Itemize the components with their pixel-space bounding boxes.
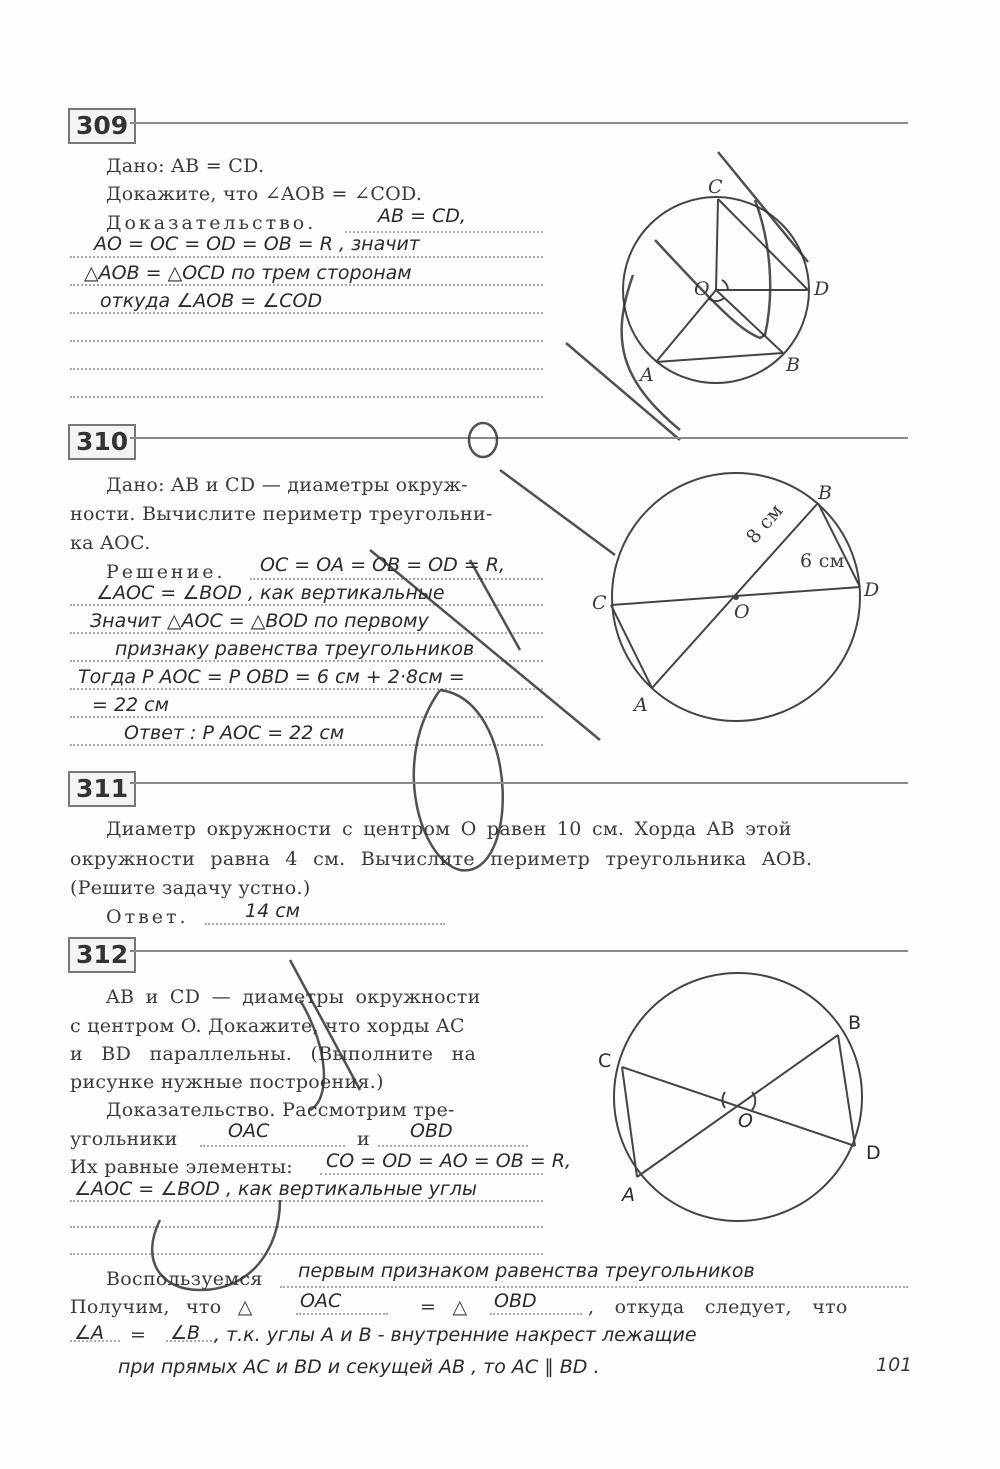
figure-310-label-d: D bbox=[864, 579, 880, 601]
figure-310-label-c: C bbox=[592, 592, 607, 614]
answer-line bbox=[205, 923, 445, 925]
figure-310-label-a: A bbox=[634, 694, 649, 716]
answer-line bbox=[70, 1226, 543, 1228]
answer-line bbox=[70, 312, 543, 314]
answer-line bbox=[378, 1145, 528, 1147]
answer-line bbox=[70, 688, 543, 690]
problem-311-line1: Диаметр окружности с центром O равен 10 см. Хорда AB этой bbox=[106, 818, 792, 840]
figure-312-label-a: A bbox=[622, 1184, 635, 1206]
result-suffix-312: , откуда следует, что bbox=[588, 1296, 848, 1318]
conclusion-eq-312: = bbox=[130, 1324, 147, 1346]
figure-309-label-c: C bbox=[708, 176, 723, 198]
figure-310-label-b: B bbox=[818, 482, 833, 504]
answer-line bbox=[200, 1145, 345, 1147]
answer-line bbox=[70, 604, 543, 606]
proof-label-312: Доказательство. Рассмотрим тре- bbox=[106, 1099, 455, 1121]
problem-number-309: 309 bbox=[68, 108, 136, 144]
problem-312-line2: с центром O. Докажите, что хорды AC bbox=[70, 1015, 465, 1037]
problem-310-line2: ности. Вычислите периметр треугольни- bbox=[70, 503, 493, 525]
triangles-prefix-312: угольники bbox=[70, 1128, 178, 1150]
handwritten-309-line4: откуда ∠AOB = ∠COD bbox=[100, 290, 323, 312]
problem-311-line2: окружности равна 4 см. Вычислите периметр треугольника AOB. bbox=[70, 848, 813, 870]
handwritten-312-use: первым признаком равенства треугольников bbox=[298, 1260, 755, 1282]
answer-line bbox=[490, 1313, 582, 1315]
handwritten-310-line6: = 22 см bbox=[92, 694, 169, 716]
handwritten-310-line2: ∠AOC = ∠BOD , как вертикальные bbox=[96, 582, 445, 604]
handwritten-310-line4: признаку равенства треугольников bbox=[115, 638, 475, 660]
result-eq-312: = △ bbox=[420, 1296, 468, 1318]
handwritten-309-line2: AO = OC = OD = OB = R , значит bbox=[94, 233, 420, 255]
problem-number-312: 312 bbox=[68, 937, 136, 973]
answer-line bbox=[70, 256, 543, 258]
handwritten-312-triangle2: OBD bbox=[410, 1120, 453, 1142]
section-divider-310 bbox=[130, 437, 908, 439]
answer-line bbox=[320, 1173, 543, 1175]
handwritten-310-answer: Ответ : P AOC = 22 см bbox=[124, 722, 345, 744]
answer-line bbox=[70, 1253, 543, 1255]
problem-310-line1: Дано: AB и CD — диаметры окруж- bbox=[106, 474, 468, 496]
handwritten-312-angle-b: ∠B bbox=[170, 1322, 201, 1344]
section-divider-312 bbox=[130, 950, 908, 952]
handwritten-312-line1: CO = OD = AO = OB = R, bbox=[326, 1150, 571, 1172]
problem-312-line1: AB и CD — диаметры окружности bbox=[106, 986, 481, 1008]
problem-number-311: 311 bbox=[68, 771, 136, 807]
handwritten-309-line1: AB = CD, bbox=[378, 205, 466, 227]
problem-311-line3: (Решите задачу устно.) bbox=[70, 877, 311, 899]
section-divider-311 bbox=[130, 782, 908, 784]
answer-line bbox=[280, 1286, 908, 1288]
handwritten-311-answer: 14 см bbox=[245, 900, 300, 922]
handwritten-312-result-t1: OAC bbox=[300, 1290, 342, 1312]
handwritten-312-line2: ∠AOC = ∠BOD , как вертикальные углы bbox=[74, 1178, 478, 1200]
problem-312-line3: и BD параллельны. (Выполните на bbox=[70, 1043, 477, 1065]
answer-line bbox=[70, 716, 543, 718]
figure-309-label-b: B bbox=[786, 354, 801, 376]
figure-309-label-o: O bbox=[694, 278, 710, 300]
answer-line bbox=[70, 396, 543, 398]
and-word-312: и bbox=[357, 1128, 370, 1150]
proof-label-309: Доказательство. bbox=[106, 212, 317, 234]
figure-312-label-c: C bbox=[598, 1050, 612, 1072]
figure-312-label-o: O bbox=[738, 1110, 753, 1132]
handwritten-310-line5: Тогда P AOC = P OBD = 6 см + 2·8см = bbox=[78, 666, 465, 688]
figure-310-label-o: O bbox=[734, 601, 750, 623]
handwritten-309-line3: △AOB = △OCD по трем сторонам bbox=[84, 262, 412, 284]
use-label-312: Воспользуемся bbox=[106, 1268, 263, 1290]
answer-label-311: Ответ. bbox=[106, 906, 189, 928]
result-prefix-312: Получим, что △ bbox=[70, 1296, 253, 1318]
answer-line bbox=[296, 1313, 388, 1315]
answer-line bbox=[70, 284, 543, 286]
handwritten-312-triangle1: OAC bbox=[228, 1120, 270, 1142]
equal-elements-label-312: Их равные элементы: bbox=[70, 1156, 293, 1178]
handwritten-310-line3: Значит △AOC = △BOD по первому bbox=[90, 610, 429, 632]
answer-line bbox=[70, 632, 543, 634]
page-number: 101 bbox=[876, 1354, 913, 1376]
given-309: Дано: AB = CD. bbox=[106, 155, 265, 177]
handwritten-312-result-t2: OBD bbox=[494, 1290, 537, 1312]
handwritten-312-conclusion2: при прямых AC и BD и секущей AB , то AC ∥ BD . bbox=[118, 1356, 600, 1378]
handwritten-310-line1: OC = OA = OB = OD = R, bbox=[260, 554, 505, 576]
figure-310-label-6cm: 6 см bbox=[800, 550, 845, 572]
answer-line bbox=[70, 1200, 543, 1202]
answer-line bbox=[70, 368, 543, 370]
answer-line bbox=[70, 744, 543, 746]
answer-line bbox=[70, 340, 543, 342]
handwritten-312-angle-a: ∠A bbox=[74, 1322, 105, 1344]
answer-line bbox=[250, 578, 543, 580]
handwritten-312-conclusion1: , т.к. углы A и B - внутренние накрест лежащие bbox=[214, 1324, 697, 1346]
solution-label-310: Решение. bbox=[106, 561, 226, 583]
section-divider-309 bbox=[130, 122, 908, 124]
figure-312-label-d: D bbox=[866, 1142, 881, 1164]
prove-309: Докажите, что ∠AOB = ∠COD. bbox=[106, 183, 423, 205]
figure-310-label-8cm: 8 см bbox=[742, 499, 788, 549]
problem-number-310: 310 bbox=[68, 424, 136, 460]
figure-312-label-b: B bbox=[848, 1012, 862, 1034]
problem-312-line4: рисунке нужные построения.) bbox=[70, 1071, 384, 1093]
figure-309-label-a: A bbox=[640, 364, 655, 386]
answer-line bbox=[70, 660, 543, 662]
problem-310-line3: ка AOC. bbox=[70, 532, 151, 554]
figure-309-label-d: D bbox=[814, 278, 830, 300]
